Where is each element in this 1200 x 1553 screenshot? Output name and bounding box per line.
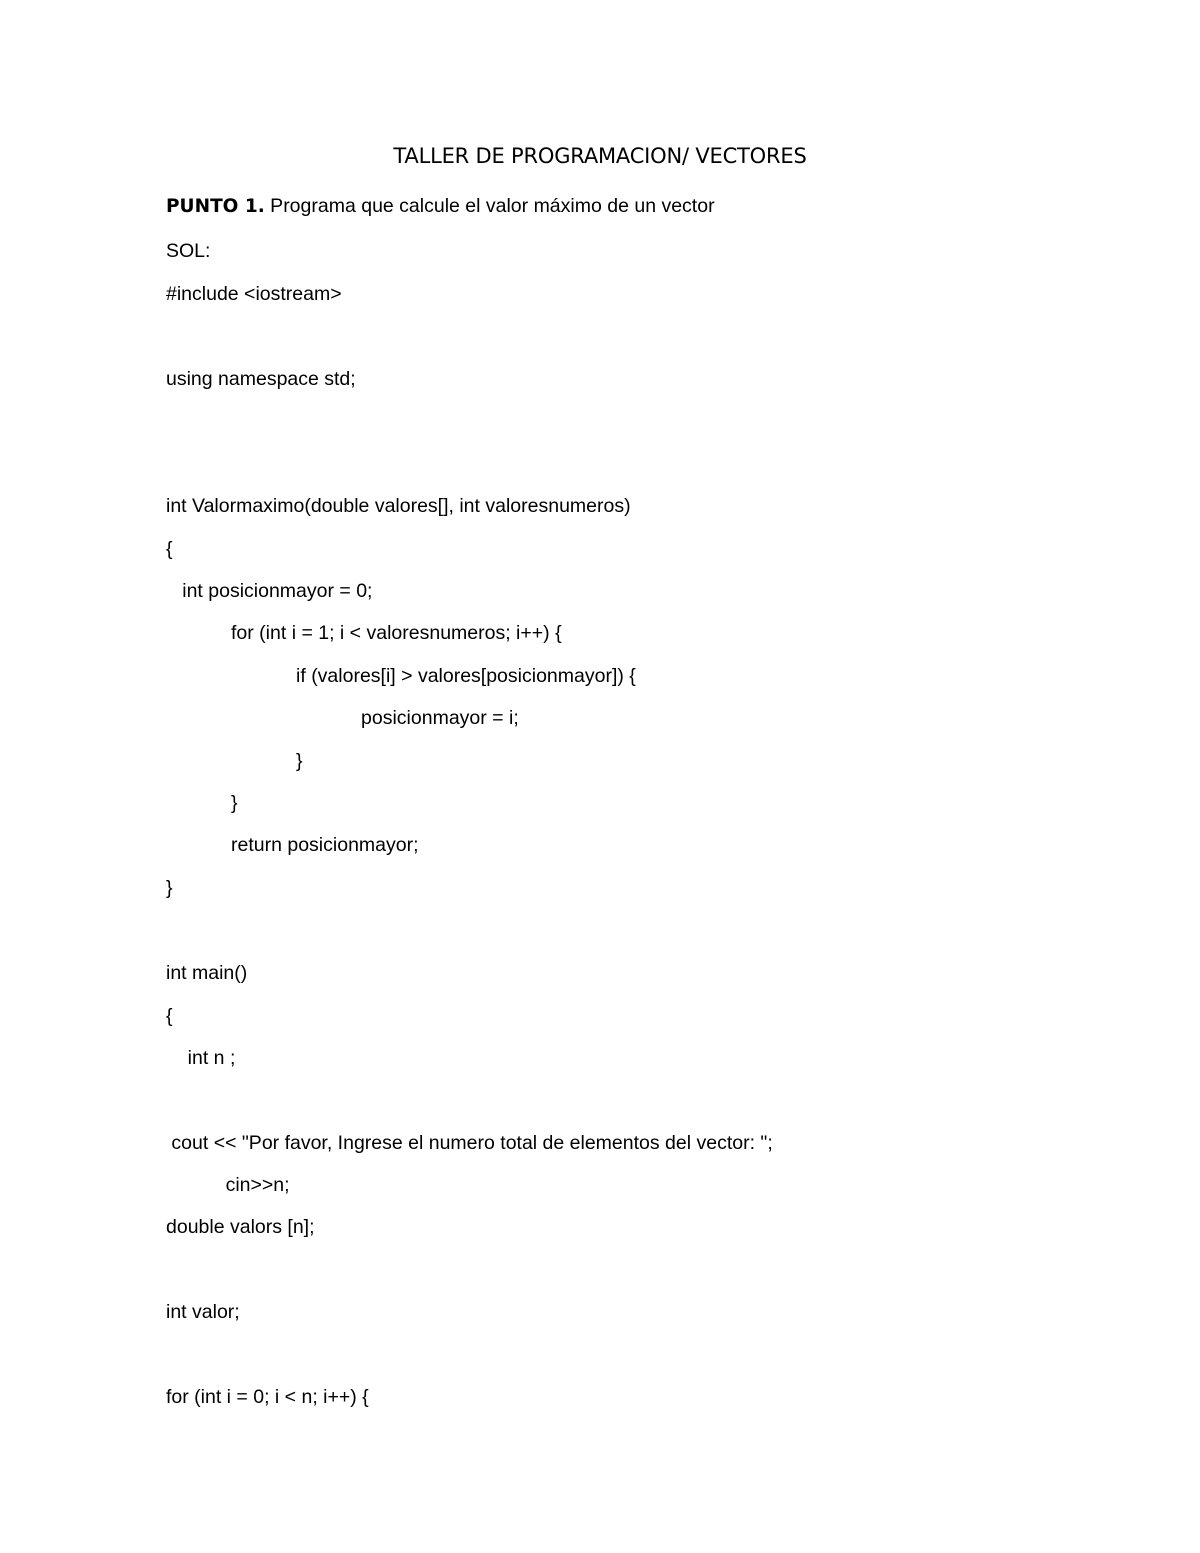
point-1-statement	[166, 193, 715, 220]
code-line: }	[166, 877, 173, 899]
point-1-text: Programa que calcule el valor máximo de un vector	[264, 195, 715, 217]
code-line: int valor;	[166, 1301, 240, 1323]
code-line: cin>>n;	[166, 1174, 290, 1196]
code-line: }	[166, 750, 303, 772]
code-line: }	[166, 792, 238, 814]
code-line: posicionmayor = i;	[166, 707, 519, 729]
code-line: return posicionmayor;	[166, 834, 419, 856]
code-line: #include <iostream>	[166, 283, 342, 305]
code-line: {	[166, 538, 173, 560]
code-line: int posicionmayor = 0;	[166, 580, 373, 602]
code-line: double valors [n];	[166, 1216, 315, 1238]
code-line: int Valormaximo(double valores[], int valoresnumeros)	[166, 495, 631, 517]
code-line: for (int i = 1; i < valoresnumeros; i++) {	[166, 622, 562, 644]
code-line: cout << "Por favor, Ingrese el numero total de elementos del vector: ";	[166, 1132, 773, 1154]
code-line: using namespace std;	[166, 368, 356, 390]
code-line: for (int i = 0; i < n; i++) {	[166, 1386, 369, 1408]
code-line: int main()	[166, 962, 248, 984]
solution-label: SOL:	[166, 240, 211, 262]
document-title: TALLER DE PROGRAMACION/ VECTORES	[393, 144, 807, 168]
code-line: int n ;	[166, 1047, 236, 1069]
code-line: {	[166, 1005, 173, 1027]
code-line: if (valores[i] > valores[posicionmayor]) {	[166, 665, 636, 687]
point-1-label: PUNTO 1.	[166, 196, 265, 217]
